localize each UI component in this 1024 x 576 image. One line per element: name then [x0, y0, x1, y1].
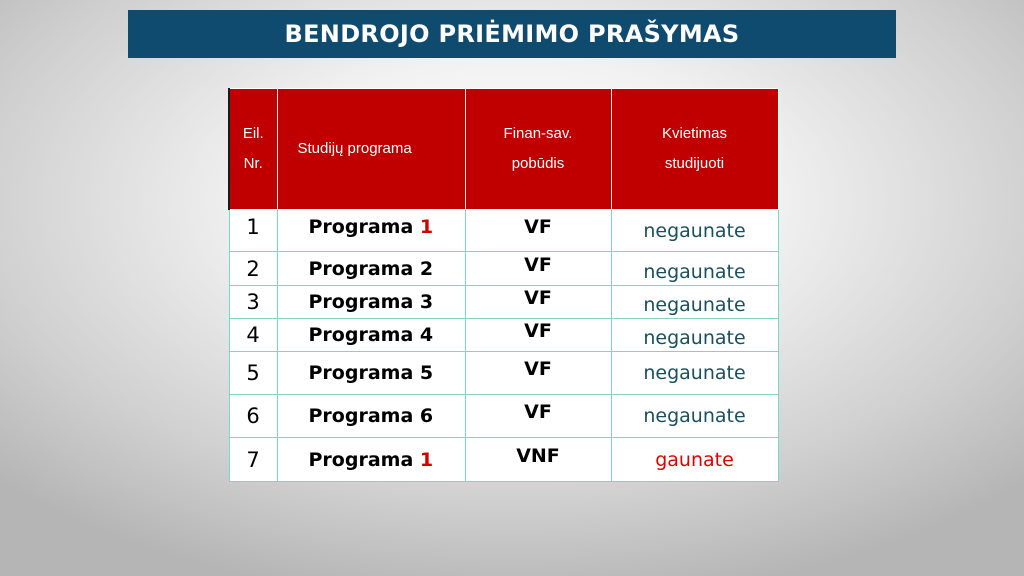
program-cell [277, 286, 465, 319]
row-number-cell [229, 210, 277, 252]
program-number: 4 [419, 324, 434, 346]
program-label: Programa [308, 257, 414, 280]
program-label: Programa [308, 291, 414, 313]
header-row-number-line1: Eil. [242, 125, 264, 142]
program-cell [277, 252, 465, 286]
program-cell [277, 352, 465, 395]
row-number: 2 [246, 256, 260, 281]
row-number: 3 [246, 290, 260, 314]
financing-value: VF [524, 287, 552, 309]
invitation-cell [611, 286, 778, 319]
program-label: Programa [308, 405, 414, 427]
financing-value: VF [524, 358, 552, 380]
row-number-cell [229, 319, 277, 352]
financing-cell [465, 210, 611, 252]
program-label: Programa [308, 362, 414, 384]
row-number: 6 [246, 404, 260, 428]
table-row [229, 395, 778, 438]
invitation-status: gaunate [655, 448, 734, 471]
row-number: 4 [246, 323, 260, 347]
financing-cell [465, 252, 611, 286]
row-number-cell [229, 395, 277, 438]
header-invitation-line2: studijuoti [664, 155, 725, 172]
invitation-status: negaunate [643, 260, 746, 283]
application-table [228, 88, 779, 482]
application-table-container [228, 88, 779, 482]
table-body [229, 210, 778, 482]
financing-value: VNF [516, 444, 560, 467]
header-financing-line1: Finan-sav. [503, 125, 573, 142]
header-study-program-label: Studijų programa [297, 140, 412, 157]
header-study-program [277, 89, 465, 210]
program-number: 1 [419, 448, 434, 471]
row-number-cell [229, 252, 277, 286]
header-row-number [229, 89, 277, 210]
financing-cell [465, 395, 611, 438]
program-cell [277, 438, 465, 482]
program-cell [277, 395, 465, 438]
financing-cell [465, 352, 611, 395]
financing-value: VF [524, 320, 552, 342]
invitation-status: negaunate [643, 362, 746, 384]
invitation-status: negaunate [643, 294, 746, 316]
table-row [229, 352, 778, 395]
row-number: 1 [246, 214, 260, 239]
table-header-row [229, 89, 778, 210]
invitation-cell [611, 210, 778, 252]
program-number: 5 [419, 362, 434, 384]
row-number-cell [229, 438, 277, 482]
slide-title [128, 10, 896, 58]
header-financing [465, 89, 611, 210]
header-invitation-line1: Kvietimas [661, 125, 728, 142]
program-label: Programa [308, 215, 414, 238]
table-row [229, 286, 778, 319]
table-row [229, 319, 778, 352]
invitation-cell [611, 395, 778, 438]
slide-title-text: BENDROJO PRIĖMIMO PRAŠYMAS [284, 20, 740, 48]
table-row [229, 252, 778, 286]
table-header [229, 89, 778, 210]
invitation-status: negaunate [643, 219, 746, 242]
program-number: 2 [419, 257, 434, 280]
invitation-cell [611, 252, 778, 286]
financing-value: VF [524, 401, 552, 423]
invitation-cell [611, 319, 778, 352]
row-number-cell [229, 286, 277, 319]
header-financing-line2: pobūdis [511, 155, 565, 172]
financing-value: VF [524, 253, 552, 276]
table-row [229, 438, 778, 482]
invitation-cell [611, 352, 778, 395]
row-number: 7 [246, 447, 260, 472]
invitation-cell [611, 438, 778, 482]
financing-cell [465, 286, 611, 319]
header-row-number-line2: Nr. [243, 155, 263, 172]
program-number: 6 [419, 405, 434, 427]
invitation-status: negaunate [643, 327, 746, 349]
row-number: 5 [246, 361, 260, 385]
table-row [229, 210, 778, 252]
program-label: Programa [308, 324, 414, 346]
program-number: 1 [419, 215, 434, 238]
header-invitation [611, 89, 778, 210]
financing-cell [465, 319, 611, 352]
financing-cell [465, 438, 611, 482]
program-cell [277, 319, 465, 352]
invitation-status: negaunate [643, 405, 746, 427]
program-cell [277, 210, 465, 252]
financing-value: VF [524, 215, 552, 238]
program-number: 3 [419, 291, 434, 313]
row-number-cell [229, 352, 277, 395]
program-label: Programa [308, 448, 414, 471]
